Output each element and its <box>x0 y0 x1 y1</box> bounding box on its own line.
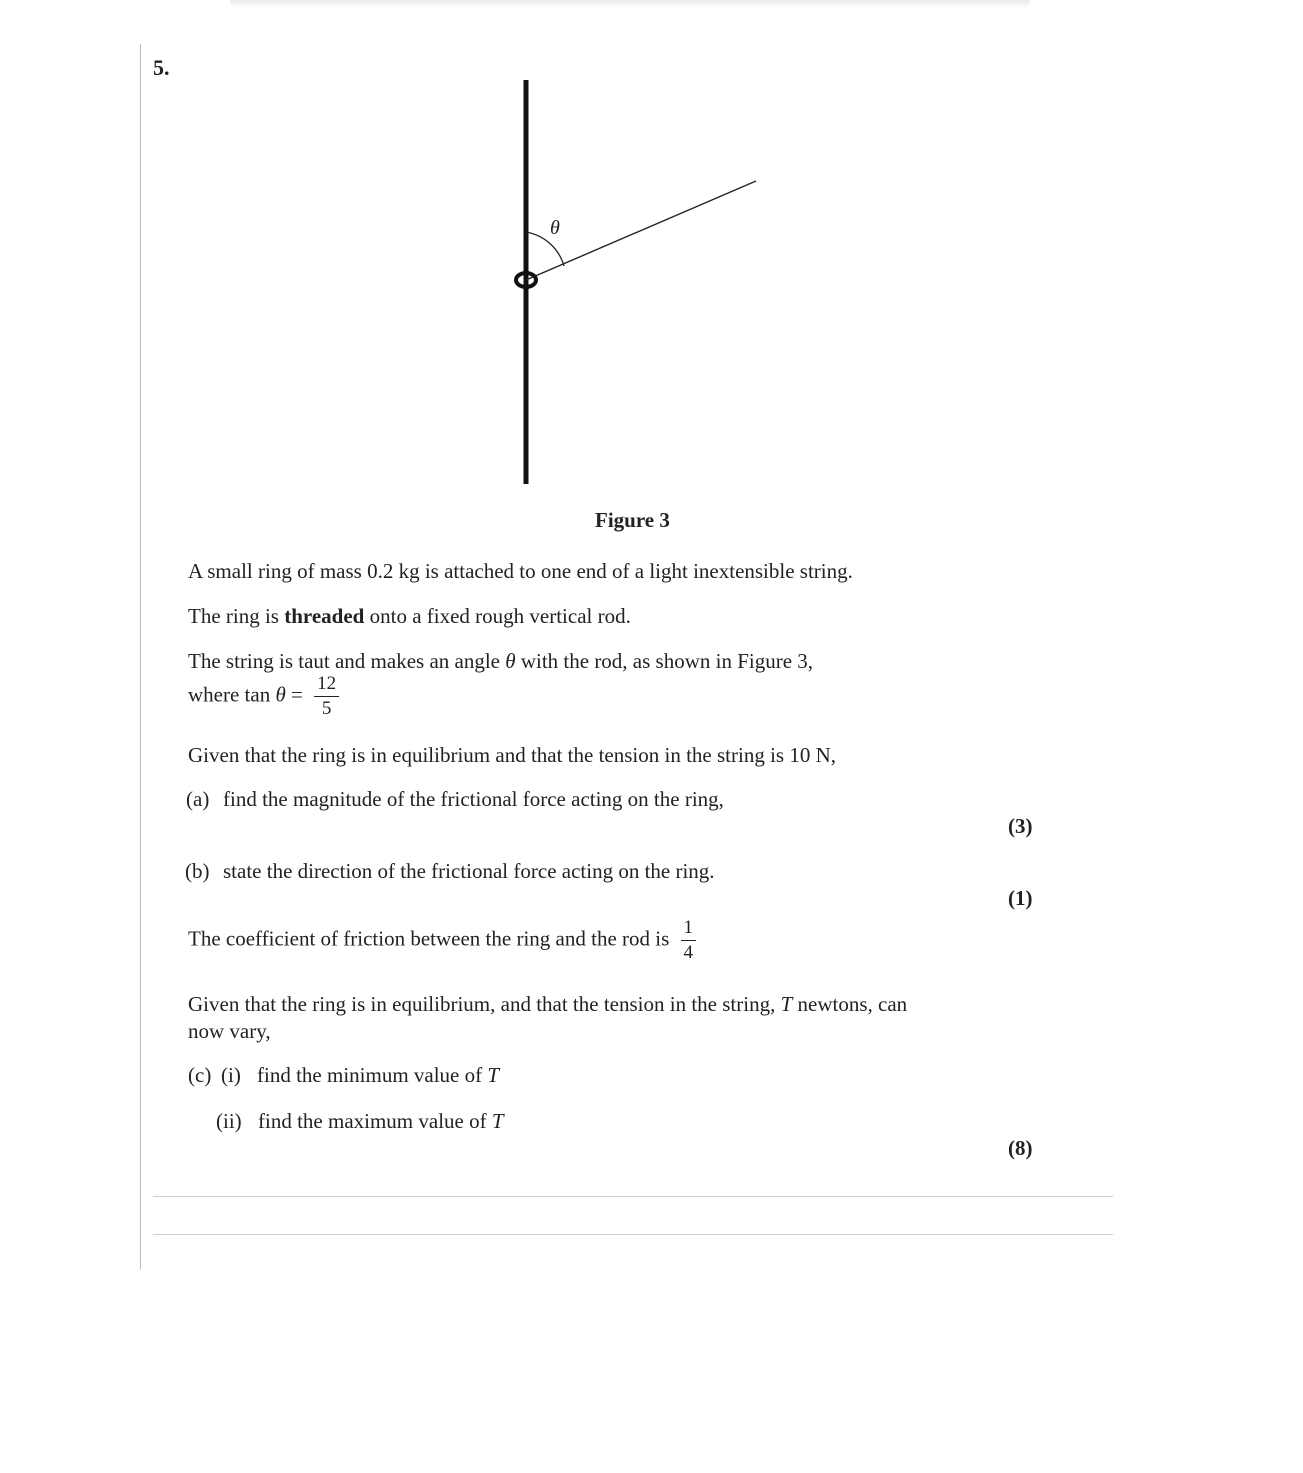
paragraph-tan-theta <box>188 674 339 719</box>
text-segment: The string is taut and makes an angle <box>188 649 506 673</box>
paragraph-tension: Given that the ring is in equilibrium and that the tension in the string is 10 N, <box>188 743 836 767</box>
variable-T: T <box>487 1063 500 1087</box>
paragraph-threaded <box>188 603 631 629</box>
fraction-numerator: 12 <box>314 674 339 697</box>
angle-theta-label: θ <box>550 217 560 239</box>
theta-symbol: θ <box>275 682 286 707</box>
part-c-i <box>188 1062 499 1088</box>
text-segment: where tan <box>188 682 276 707</box>
part-a-label: (a) <box>186 787 210 811</box>
question-number: 5. <box>153 55 170 80</box>
figure-caption: Figure 3 <box>595 508 670 532</box>
figure-3-diagram <box>480 72 780 492</box>
paragraph-vary-line-1 <box>188 991 907 1017</box>
paragraph-ring-mass: A small ring of mass 0.2 kg is attached to one end of a light inextensible string. <box>188 559 853 583</box>
string <box>526 181 756 280</box>
text-segment: The coefficient of friction between the ring and the rod is <box>188 926 675 951</box>
fraction-numerator: 1 <box>681 918 697 941</box>
text-segment: The ring is <box>188 604 285 628</box>
part-c-ii <box>216 1108 504 1134</box>
part-a-text: find the magnitude of the frictional force acting on the ring, <box>223 787 724 811</box>
answer-line <box>153 1234 1113 1235</box>
part-b <box>185 858 715 884</box>
equals-sign: = <box>285 682 309 707</box>
fraction-denominator: 5 <box>321 698 332 719</box>
paragraph-vary-line-2: now vary, <box>188 1019 271 1043</box>
mu-fraction <box>681 918 697 963</box>
left-margin-line <box>140 44 141 1270</box>
page-top-shadow <box>230 0 1030 8</box>
part-c-i-label: (i) <box>221 1063 241 1087</box>
part-a <box>186 786 724 812</box>
fraction-denominator: 4 <box>683 942 694 963</box>
variable-T: T <box>491 1109 504 1133</box>
marks-b: (1) <box>1008 886 1033 910</box>
paragraph-coefficient <box>188 918 696 963</box>
part-c-ii-label: (ii) <box>216 1109 242 1133</box>
tan-fraction <box>314 674 339 719</box>
answer-line <box>153 1196 1113 1197</box>
variable-T: T <box>780 992 793 1016</box>
part-c-i-text: find the minimum value of <box>257 1063 488 1087</box>
paragraph-angle <box>188 648 813 674</box>
text-segment: onto a fixed rough vertical rod. <box>364 604 631 628</box>
bold-threaded: threaded <box>284 604 365 628</box>
marks-c: (8) <box>1008 1136 1033 1160</box>
marks-a: (3) <box>1008 814 1033 838</box>
theta-symbol: θ <box>505 649 516 673</box>
part-b-text: state the direction of the frictional force acting on the ring. <box>223 859 715 883</box>
part-c-label: (c) <box>188 1063 212 1087</box>
text-segment: with the rod, as shown in Figure 3, <box>515 649 814 673</box>
text-segment: Given that the ring is in equilibrium, and that the tension in the string, <box>188 992 781 1016</box>
text-segment: newtons, can <box>792 992 908 1016</box>
part-b-label: (b) <box>185 859 210 883</box>
part-c-ii-text: find the maximum value of <box>258 1109 492 1133</box>
